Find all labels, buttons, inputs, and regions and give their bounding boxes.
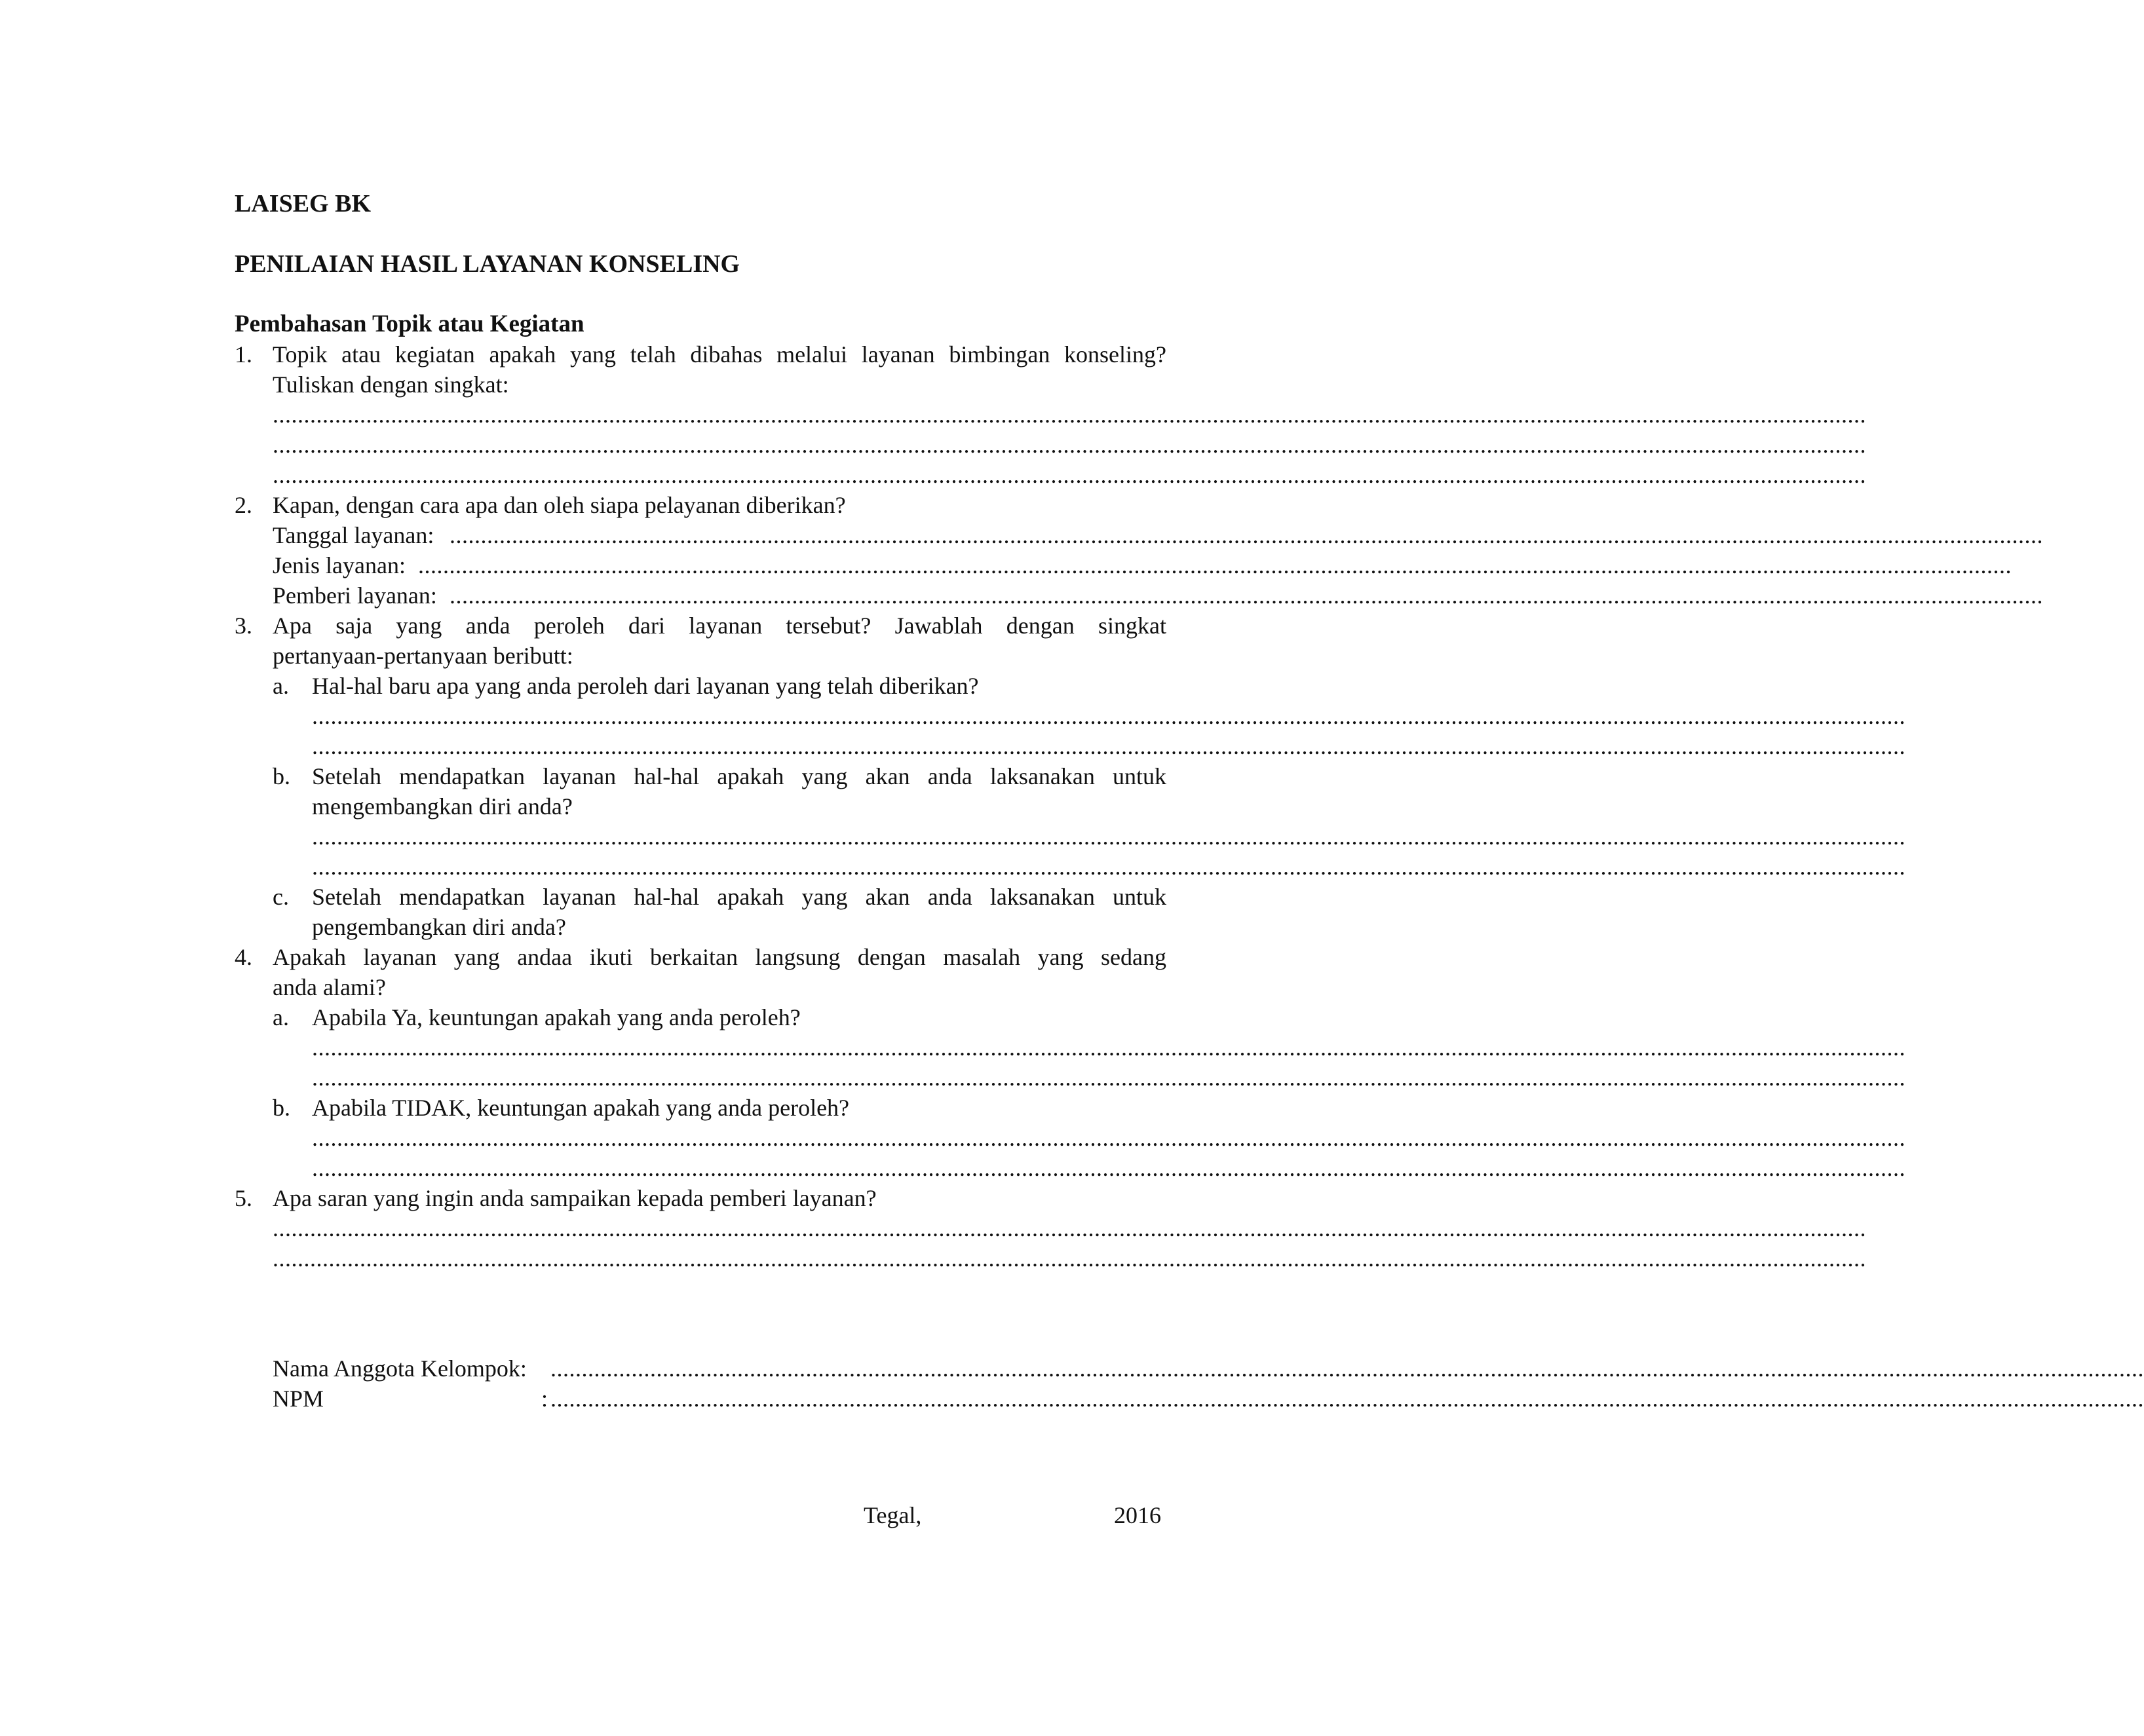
q3-number: 3. bbox=[235, 613, 252, 639]
q2-text: Kapan, dengan cara apa dan oleh siapa pelayanan diberikan? bbox=[273, 492, 846, 518]
q3c-text-line2: pengembangkan diri anda? bbox=[312, 914, 566, 940]
npm-label: NPM bbox=[273, 1386, 324, 1412]
q3a-answer-line[interactable]: ................................................................................................................................................................................................................................................................ bbox=[312, 733, 1905, 759]
q2-number: 2. bbox=[235, 492, 252, 518]
q1-number: 1. bbox=[235, 341, 252, 368]
q1-answer-line[interactable]: ................................................................................................................................................................................................................................................................ bbox=[273, 432, 1866, 458]
q3a-answer-line[interactable]: ................................................................................................................................................................................................................................................................ bbox=[312, 703, 1905, 729]
npm-field[interactable]: ................................................................................................................................................................................................................................................................ bbox=[550, 1386, 2144, 1412]
q1-answer-line[interactable]: ................................................................................................................................................................................................................................................................ bbox=[273, 462, 1866, 488]
tanggal-layanan-label: Tanggal layanan: bbox=[273, 522, 434, 548]
q4a-answer-line[interactable]: ................................................................................................................................................................................................................................................................ bbox=[312, 1065, 1905, 1091]
nama-anggota-field[interactable]: ................................................................................................................................................................................................................................................................ bbox=[550, 1355, 2144, 1382]
q3c-letter: c. bbox=[273, 884, 289, 910]
q4b-answer-line[interactable]: ................................................................................................................................................................................................................................................................ bbox=[312, 1125, 1905, 1151]
q4-number: 4. bbox=[235, 944, 252, 970]
q4-text-line2: anda alami? bbox=[273, 974, 386, 1000]
q4b-text: Apabila TIDAK, keuntungan apakah yang anda peroleh? bbox=[312, 1095, 850, 1121]
q4b-letter: b. bbox=[273, 1095, 290, 1121]
q3-text: Apa saja yang anda peroleh dari layanan tersebut? Jawablah dengan singkat bbox=[273, 613, 1166, 639]
section-heading: Pembahasan Topik atau Kegiatan bbox=[235, 311, 584, 337]
q1-text-line2: Tuliskan dengan singkat: bbox=[273, 371, 509, 398]
tanggal-layanan-field[interactable]: ................................................................................................................................................................................................................................................................ bbox=[450, 522, 2043, 548]
pemberi-layanan-label: Pemberi layanan: bbox=[273, 582, 437, 609]
q4a-text: Apabila Ya, keuntungan apakah yang anda peroleh? bbox=[312, 1004, 801, 1030]
q3b-text: Setelah mendapatkan layanan hal-hal apakah yang akan anda laksanakan untuk bbox=[312, 763, 1166, 789]
q3-text-line2: pertanyaan-pertanyaan beributt: bbox=[273, 643, 573, 669]
q4b-answer-line[interactable]: ................................................................................................................................................................................................................................................................ bbox=[312, 1155, 1905, 1181]
q4-text: Apakah layanan yang andaa ikuti berkaitan langsung dengan masalah yang sedang bbox=[273, 944, 1166, 970]
year-label: 2016 bbox=[1114, 1502, 1161, 1528]
q3b-answer-line[interactable]: ................................................................................................................................................................................................................................................................ bbox=[312, 823, 1905, 850]
q3a-text: Hal-hal baru apa yang anda peroleh dari layanan yang telah diberikan? bbox=[312, 673, 979, 699]
q5-answer-line[interactable]: ................................................................................................................................................................................................................................................................ bbox=[273, 1245, 1866, 1272]
document-subtitle: PENILAIAN HASIL LAYANAN KONSELING bbox=[235, 250, 740, 278]
q3a-letter: a. bbox=[273, 673, 289, 699]
q3b-text-line2: mengembangkan diri anda? bbox=[312, 793, 573, 820]
q4a-answer-line[interactable]: ................................................................................................................................................................................................................................................................ bbox=[312, 1034, 1905, 1061]
q4a-letter: a. bbox=[273, 1004, 289, 1030]
q3b-answer-line[interactable]: ................................................................................................................................................................................................................................................................ bbox=[312, 854, 1905, 880]
q3c-text: Setelah mendapatkan layanan hal-hal apakah yang akan anda laksanakan untuk bbox=[312, 884, 1166, 910]
q1-answer-line[interactable]: ................................................................................................................................................................................................................................................................ bbox=[273, 402, 1866, 428]
pemberi-layanan-field[interactable]: ................................................................................................................................................................................................................................................................ bbox=[450, 582, 2043, 609]
q5-number: 5. bbox=[235, 1185, 252, 1211]
q5-answer-line[interactable]: ................................................................................................................................................................................................................................................................ bbox=[273, 1215, 1866, 1241]
jenis-layanan-field[interactable]: ................................................................................................................................................................................................................................................................ bbox=[418, 552, 2012, 578]
place-label: Tegal, bbox=[864, 1502, 922, 1528]
npm-colon: : bbox=[541, 1386, 548, 1412]
q5-text: Apa saran yang ingin anda sampaikan kepada pemberi layanan? bbox=[273, 1185, 877, 1211]
nama-anggota-label: Nama Anggota Kelompok: bbox=[273, 1355, 527, 1382]
jenis-layanan-label: Jenis layanan: bbox=[273, 552, 406, 578]
q1-text: Topik atau kegiatan apakah yang telah dibahas melalui layanan bimbingan konseling? bbox=[273, 341, 1166, 368]
q3b-letter: b. bbox=[273, 763, 290, 789]
document-title: LAISEG BK bbox=[235, 190, 372, 217]
